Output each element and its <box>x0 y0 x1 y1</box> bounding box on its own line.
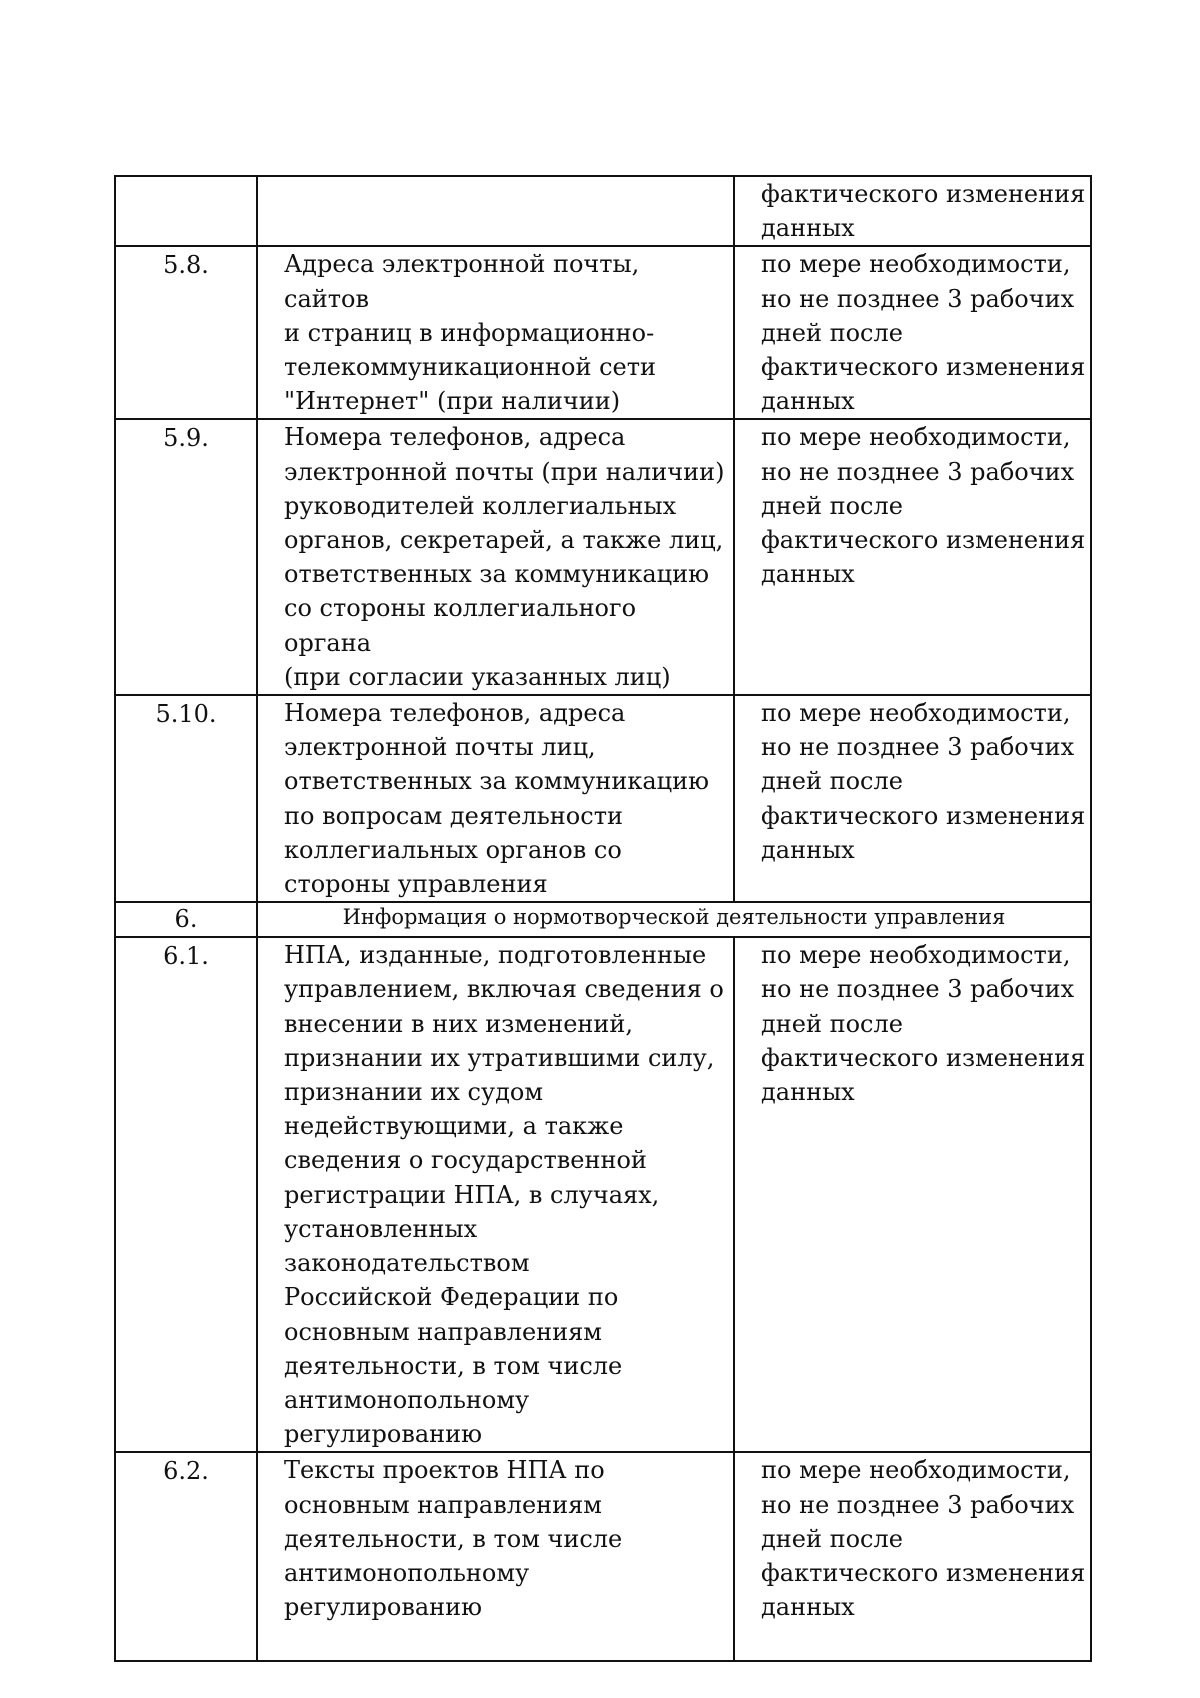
table-row-section-6 <box>115 902 1091 937</box>
table-row-6-1 <box>115 937 1091 1452</box>
item-number-cell <box>115 246 257 419</box>
item-description-cell <box>257 1452 734 1661</box>
item-term-cell <box>734 176 1091 246</box>
section-number: 6. <box>174 905 198 934</box>
item-number-cell <box>115 1452 257 1661</box>
item-description: НПА, изданные, подготовленные управлением, включая сведения о внесении в них изменений, признании их утратившими силу, признании их судом недействующими, а также сведения о государственной регистрации НПА, в случаях, установленных законодательством Российской Федерации по основным направлениям деятельности, в том числе антимонопольному регулированию <box>284 941 724 1449</box>
table-row-6-2 <box>115 1452 1091 1661</box>
item-number: 5.10. <box>155 700 217 729</box>
item-term: по мере необходимости, но не позднее 3 рабочих дней после фактического изменения данных <box>761 699 1086 864</box>
item-description: Номера телефонов, адреса электронной почты лиц, ответственных за коммуникацию по вопросам деятельности коллегиальных органов со стороны управления <box>284 699 709 899</box>
item-number-cell <box>115 695 257 902</box>
item-description: Адреса электронной почты, сайтов и страниц в информационно- телекоммуникационной сети "Интернет" (при наличии) <box>284 250 656 416</box>
item-description-cell <box>257 419 734 695</box>
item-number-cell <box>115 419 257 695</box>
section-number-cell <box>115 902 257 937</box>
item-description: Тексты проектов НПА по основным направлениям деятельности, в том числе антимонопольному регулированию <box>284 1456 623 1622</box>
item-term: по мере необходимости, но не позднее 3 рабочих дней после фактического изменения данных <box>761 250 1086 416</box>
table-row-continuation <box>115 176 1091 246</box>
item-number: 5.8. <box>163 251 209 280</box>
item-number-cell <box>115 176 257 246</box>
item-term: по мере необходимости, но не позднее 3 рабочих дней после фактического изменения данных <box>761 1456 1086 1622</box>
table-row-5-8 <box>115 246 1091 419</box>
item-description-cell <box>257 176 734 246</box>
item-term-cell <box>734 695 1091 902</box>
item-term: фактического изменения данных <box>761 180 1086 243</box>
item-term-cell <box>734 419 1091 695</box>
item-number-cell <box>115 937 257 1452</box>
table-row-5-9 <box>115 419 1091 695</box>
section-title-cell <box>257 902 1091 937</box>
item-term: по мере необходимости, но не позднее 3 рабочих дней после фактического изменения данных <box>761 423 1086 589</box>
item-description: Номера телефонов, адреса электронной почты (при наличии) руководителей коллегиальных органов, секретарей, а также лиц, ответственных за коммуникацию со стороны коллегиального органа (при согласии указанных лиц) <box>284 423 725 691</box>
item-description-cell <box>257 937 734 1452</box>
item-term-cell <box>734 246 1091 419</box>
item-description-cell <box>257 695 734 902</box>
item-description-cell <box>257 246 734 419</box>
publication-schedule-table <box>114 175 1092 1662</box>
item-term: по мере необходимости, но не позднее 3 рабочих дней после фактического изменения данных <box>761 941 1086 1107</box>
item-term-cell <box>734 1452 1091 1661</box>
table-row-5-10 <box>115 695 1091 902</box>
item-number: 6.1. <box>163 942 209 971</box>
item-term-cell <box>734 937 1091 1452</box>
item-number: 6.2. <box>163 1457 209 1486</box>
section-title: Информация о нормотворческой деятельности управления <box>342 905 1006 930</box>
item-number: 5.9. <box>163 424 209 453</box>
